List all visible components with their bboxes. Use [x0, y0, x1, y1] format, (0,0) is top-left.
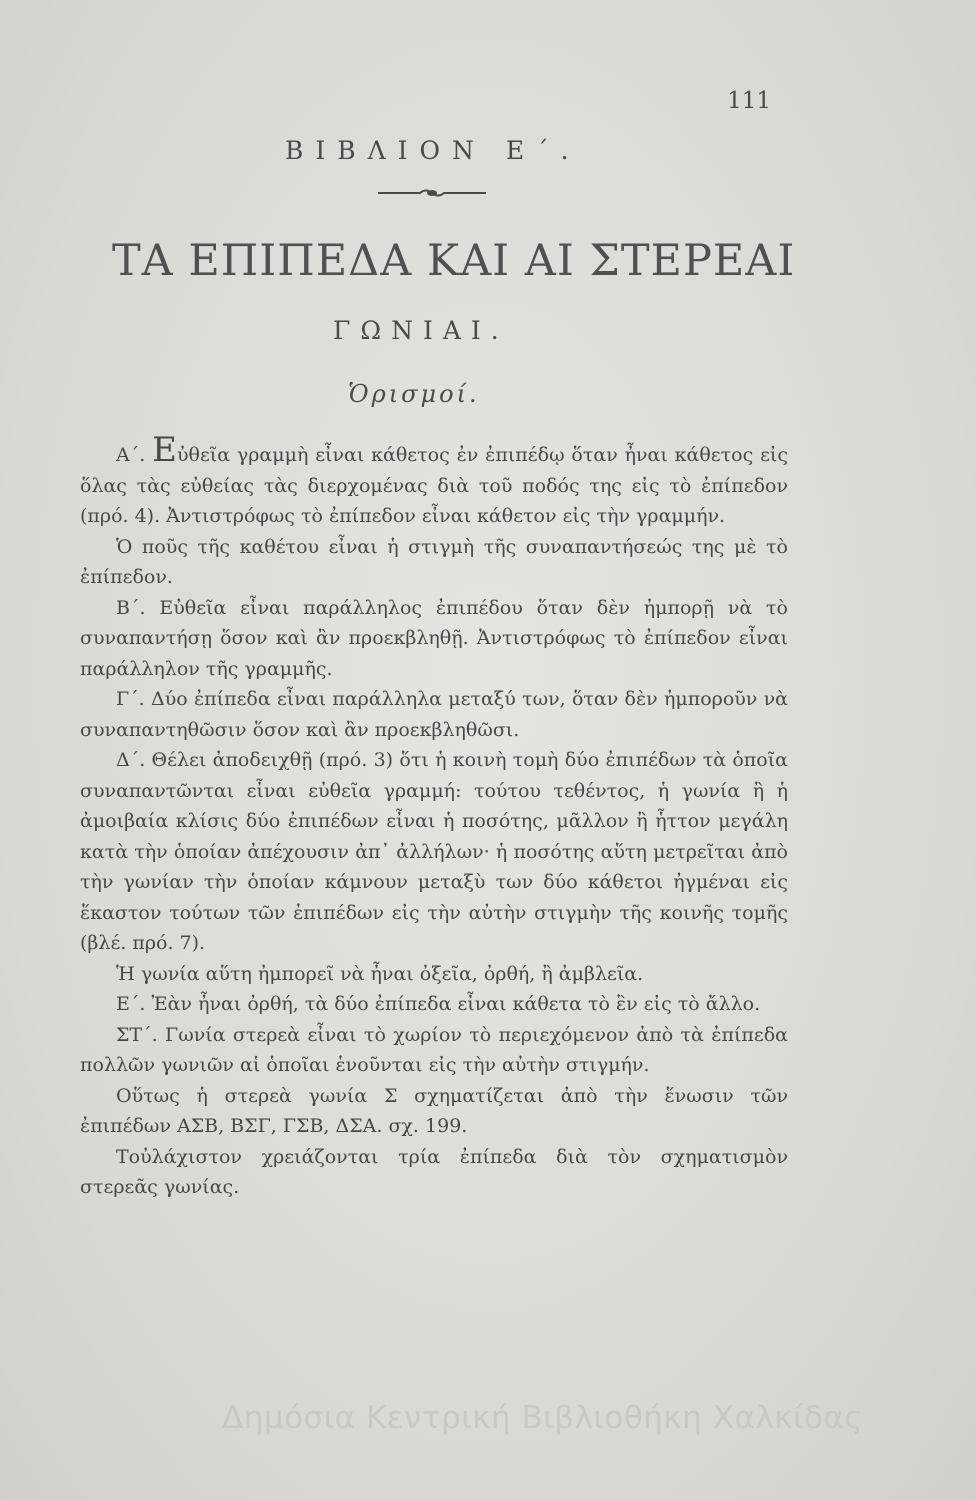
paragraph: Δ΄. Θέλει ἀποδειχθῇ (πρό. 3) ὅτι ἡ κοινὴ τομὴ δύο ἐπιπέδων τὰ ὁποῖα συναπαντῶνται εἶναι εὐθεῖα γραμμή: τούτου τεθέντος, ἡ γωνία ἢ ἡ ἀμοιβαία κλίσις δύο ἐπιπέδων εἶναι ἡ ποσότης, μᾶλλον ἢ ἧττον μεγάλη κατὰ τὴν ὁποίαν ἀπέχουσιν ἀπ᾽ ἀλλήλων· ἡ ποσότης αὕτη μετρεῖται ἀπὸ τὴν γωνίαν τὴν ὁποίαν κάμνουν μεταξὺ των δύο κάθετοι ἠγμέναι εἰς ἕκαστον τούτων τῶν ἐπιπέδων εἰς τὴν αὐτὴν στιγμὴν τῆς κοινῆς τομῆς (βλέ. πρό. 7).	[80, 749, 788, 954]
paragraph: Γ΄. Δύο ἐπίπεδα εἶναι παράλληλα μεταξύ των, ὅταν δὲν ἠμποροῦν νὰ συναπαντηθῶσιν ὅσον καὶ ἂν προεκβληθῶσι.	[80, 688, 788, 741]
paragraph: Β΄. Εὐθεῖα εἶναι παράλληλος ἐπιπέδου ὅταν δὲν ἠμπορῇ νὰ τὸ συναπαντήσῃ ὅσον καὶ ἂν προεκβληθῇ. Ἀντιστρόφως τὸ ἐπίπεδον εἶναι παράλληλον τῆς γραμμῆς.	[80, 596, 788, 680]
paragraph: Ε΄. Ἐὰν ἦναι ὀρθή, τὰ δύο ἐπίπεδα εἶναι κάθετα τὸ ἓν εἰς τὸ ἄλλο.	[116, 993, 761, 1015]
paragraph: ΣΤ΄. Γωνία στερεὰ εἶναι τὸ χωρίον τὸ περιεχόμενον ἀπὸ τὰ ἐπίπεδα πολλῶν γωνιῶν αἱ ὁποῖαι ἑνοῦνται εἰς τὴν αὐτὴν στιγμήν.	[80, 1023, 788, 1076]
initial-letter: Ε	[152, 430, 177, 470]
chapter-title: ΤΑ ΕΠΙΠΕΔΑ ΚΑΙ ΑΙ ΣΤΕΡΕΑΙ	[112, 236, 796, 286]
paragraph: Οὕτως ἡ στερεὰ γωνία Σ σχηματίζεται ἀπὸ τὴν ἕνωσιν τῶν ἐπιπέδων ΑΣΒ, ΒΣΓ, ΓΣΒ, ΔΣΑ. σχ. 199.	[80, 1084, 788, 1137]
library-watermark: Δημόσια Κεντρική Βιβλιοθήκη Χαλκίδας	[222, 1400, 864, 1436]
body-text	[80, 430, 789, 1203]
chapter-subtitle: ΓΩΝΙΑΙ.	[333, 316, 509, 345]
paragraph: Τοὐλάχιστον χρειάζονται τρία ἐπίπεδα διὰ τὸν σχηματισμὸν στερεᾶς γωνίας.	[80, 1145, 788, 1198]
paragraph: Ἡ γωνία αὕτη ἠμπορεῖ νὰ ἦναι ὀξεῖα, ὀρθή, ἢ ἀμβλεῖα.	[116, 962, 644, 985]
section-heading: Ὁρισμοί.	[348, 380, 480, 408]
paragraph-a	[80, 430, 789, 532]
ornament-rule	[376, 186, 488, 200]
paragraph-text: ὐθεῖα γραμμὴ εἶναι κάθετος ἐν ἐπιπέδῳ ὅταν ἦναι κάθετος εἰς ὅλας τὰς εὐθείας τὰς διερχομένας διὰ τοῦ ποδός της εἰς τὸ ἐπίπεδον (πρό. 4). Ἀντιστρόφως τὸ ἐπίπεδον εἶναι κάθετον εἰς τὴν γραμμήν.	[80, 444, 789, 527]
paragraph-label: Α΄.	[116, 444, 146, 466]
paragraph: Ὁ ποῦς τῆς καθέτου εἶναι ἡ στιγμὴ τῆς συναπαντήσεώς της μὲ τὸ ἐπίπεδον.	[80, 535, 788, 588]
book-heading: ΒΙΒΛΙΟΝ Ε΄.	[285, 136, 581, 165]
page-number: 111	[727, 88, 771, 114]
